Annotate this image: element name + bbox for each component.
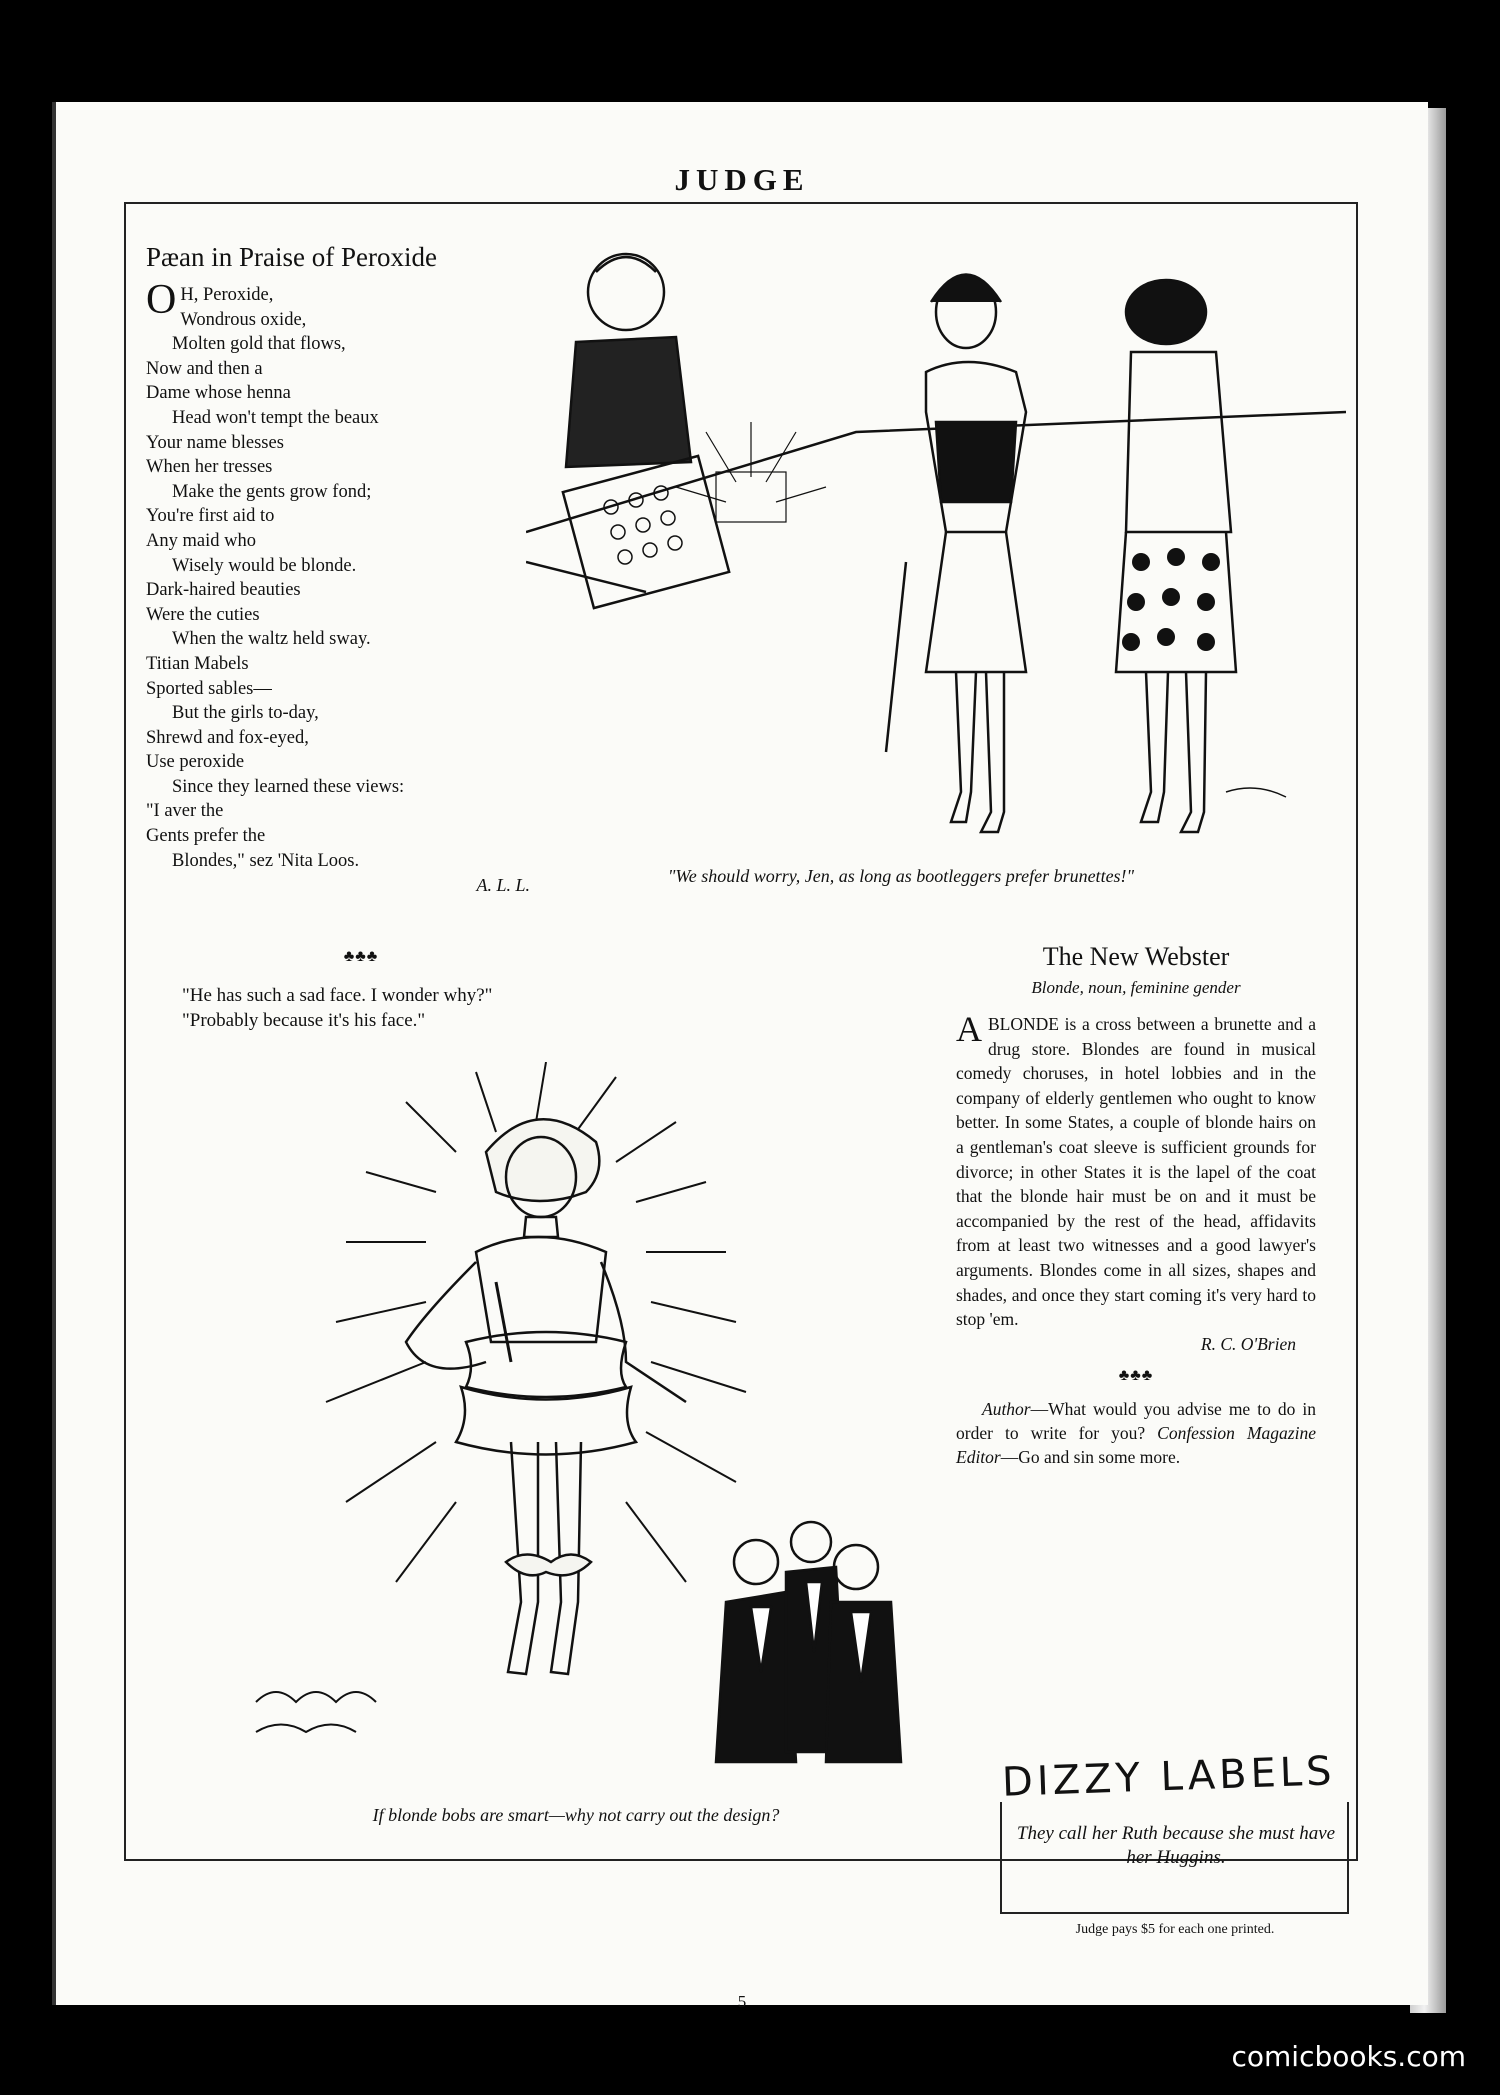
poem-line: Any maid who: [146, 530, 256, 551]
book-spine: [0, 0, 60, 2095]
dizzy-labels-text: They call her Ruth because she must have her Huggins.: [1016, 1823, 1336, 1868]
cartoon-flappers-illustration: [526, 232, 1346, 852]
editor-line: —Go and sin some more.: [1000, 1446, 1181, 1467]
cartoon1-caption: "We should worry, Jen, as long as bootleggers prefer brunettes!": [667, 866, 1135, 886]
webster-dropcap: A: [956, 1009, 982, 1049]
poem-line: Molten gold that flows,: [172, 334, 346, 355]
poem-line: Sported sables—: [146, 678, 272, 699]
webster-body: [956, 1009, 1316, 1332]
poem-first-line-text: H, Peroxide,: [180, 285, 274, 305]
poem-line: Blondes," sez 'Nita Loos.: [172, 850, 360, 871]
poem-line: Now and then a: [146, 358, 263, 379]
masthead: JUDGE: [674, 162, 810, 197]
dizzy-labels-footer: Judge pays $5 for each one printed.: [1075, 1922, 1275, 1937]
poem-line: Were the cuties: [146, 604, 260, 625]
poem-line: "I aver the: [146, 801, 224, 822]
poem-dropcap: O: [146, 277, 177, 323]
ornament: ♣♣♣: [343, 948, 379, 965]
poem-line: Make the gents grow fond;: [172, 481, 372, 502]
poem-line: Since they learned these views:: [172, 776, 405, 797]
webster-body-text: is a cross between a brunette and a drug store. Blondes are found in musical comedy choruses, in hotel lobbies and in the company of elderly gentlemen who ought to know better. In some States, a couple of blonde hairs on a gentleman's coat sleeve is sufficient grounds for divorce; in other States it is the lapel of the coat that the blonde hair must be on and it must be accompanied by the rest of the head, affidavits from at least two witnesses and a good lawyer's arguments. Blondes come in all sizes, shapes and shades, and once they start coming it's very hard to stop 'em.: [956, 1014, 1316, 1330]
magazine-page: [52, 102, 1428, 2011]
cartoon2-caption: If blonde bobs are smart—why not carry out the design?: [372, 1805, 780, 1825]
new-webster-article: [956, 942, 1316, 1469]
poem-body: [146, 308, 556, 874]
dizzy-labels-title: DIZZY LABELS: [1001, 1748, 1337, 1806]
poem-line: Gents prefer the: [146, 826, 266, 847]
speaker-author: Author: [982, 1398, 1031, 1419]
poem-title: Pæan in Praise of Peroxide: [146, 242, 437, 272]
poem-line: Wondrous oxide,: [180, 309, 307, 330]
poem-line: Dame whose henna: [146, 383, 291, 404]
poem-line: Use peroxide: [146, 752, 245, 773]
webster-signature: R. C. O'Brien: [1200, 1333, 1296, 1354]
poem-signature: A. L. L.: [476, 875, 530, 896]
poem-lines: [146, 277, 556, 898]
speaker-editor: Confession Magazine Editor: [956, 1422, 1316, 1467]
cartoon-blonde-bob-illustration: [246, 1062, 926, 1792]
poem-line: But the girls to-day,: [172, 703, 319, 724]
webster-smallcaps: BLONDE: [988, 1014, 1059, 1034]
poem-line: You're first aid to: [146, 506, 275, 527]
page-number: 5: [737, 1992, 747, 2011]
poem-line: Titian Mabels: [146, 653, 249, 674]
webster-title: The New Webster: [1042, 942, 1230, 971]
sad-face-joke: [156, 944, 566, 1033]
joke-line-1: "He has such a sad face. I wonder why?": [182, 985, 493, 1006]
poem-line: Dark-haired beauties: [146, 580, 301, 601]
poem-line: Shrewd and fox-eyed,: [146, 727, 309, 748]
poem: [146, 242, 556, 898]
poem-line: When her tresses: [146, 457, 273, 478]
author-line: —What would you advise me to do in order to write for you?: [956, 1398, 1316, 1443]
poem-line: Head won't tempt the beaux: [172, 407, 379, 428]
webster-subtitle: Blonde, noun, feminine gender: [1031, 978, 1241, 997]
watermark: comicbooks.com: [1231, 2040, 1466, 2073]
poem-line: Wisely would be blonde.: [172, 555, 357, 576]
author-joke: [956, 1397, 1316, 1469]
joke-line-2: "Probably because it's his face.": [182, 1010, 426, 1031]
poem-line: Your name blesses: [146, 432, 284, 453]
poem-line: When the waltz held sway.: [172, 629, 371, 650]
ornament: ♣♣♣: [1118, 1366, 1154, 1384]
